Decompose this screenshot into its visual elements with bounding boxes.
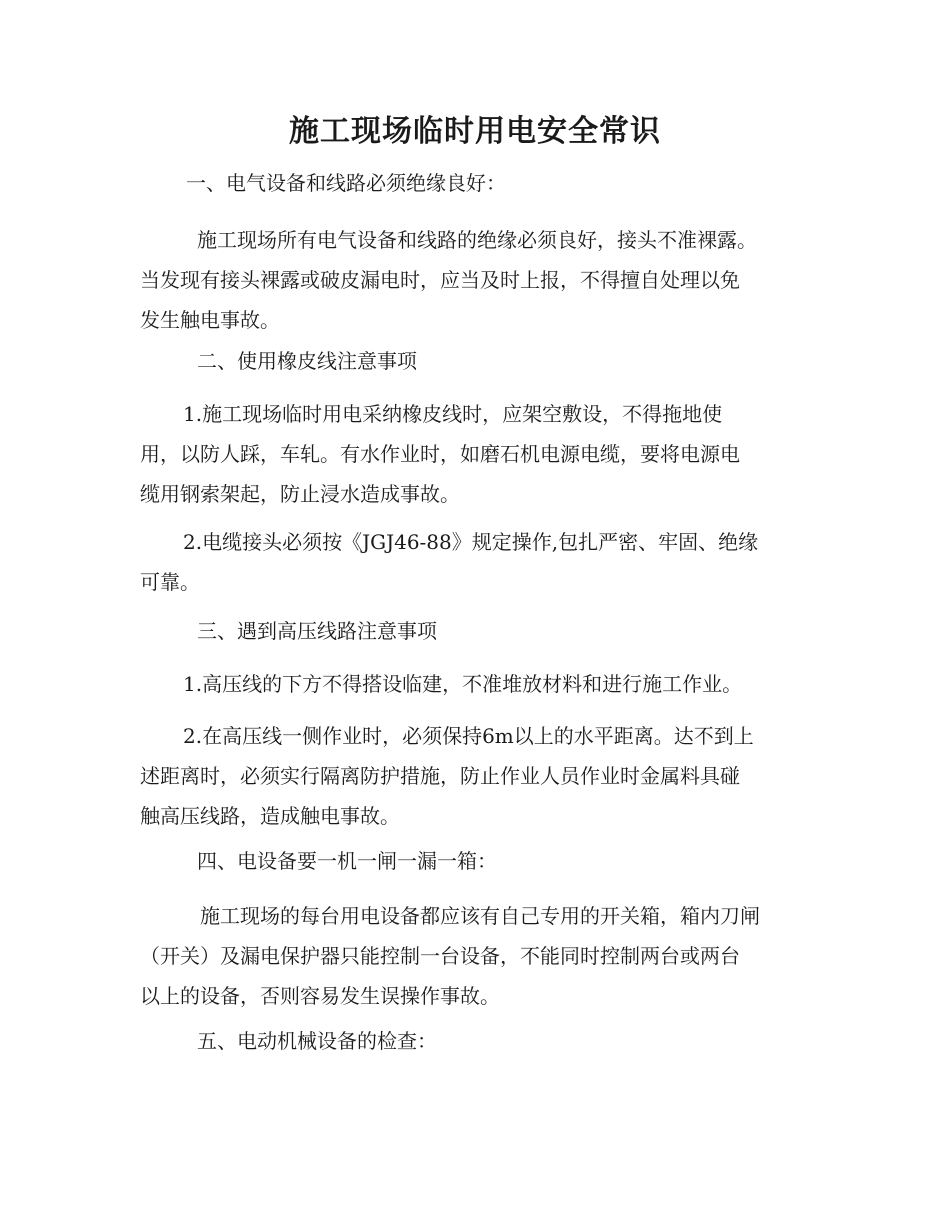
paragraph-line: 2.电缆接头必须按《JGJ46-88》规定操作,包扎严密、牢固、绝缘: [183, 530, 759, 554]
section-3-item-1: [140, 664, 820, 704]
section-1-paragraph: [140, 220, 820, 340]
paragraph-line: 2.在高压线一侧作业时，必须保持6m以上的水平距离。达不到上: [183, 724, 754, 748]
paragraph-line: 当发现有接头裸露或破皮漏电时，应当及时上报，不得擅自处理以免: [140, 268, 740, 292]
section-2-item-1: [140, 394, 820, 514]
section-3-item-2: [140, 716, 820, 836]
paragraph-line: 1.施工现场临时用电采纳橡皮线时，应架空敷设，不得拖地使: [183, 402, 723, 426]
paragraph-line: 以上的设备，否则容易发生误操作事故。: [140, 984, 500, 1008]
paragraph-line: 述距离时，必须实行隔离防护措施，防止作业人员作业时金属料具碰: [140, 764, 740, 788]
paragraph-line: 触高压线路，造成触电事故。: [140, 804, 400, 828]
section-5-heading: 五、电动机械设备的检查：: [197, 1029, 437, 1053]
page-title: 施工现场临时用电安全常识: [289, 114, 661, 149]
section-4-paragraph: [140, 896, 820, 1016]
section-2-item-2: [140, 522, 820, 602]
paragraph-line: 用，以防人踩，车轧。有水作业时，如磨石机电源电缆，要将电源电: [140, 442, 740, 466]
paragraph-line: （开关）及漏电保护器只能控制一台设备，不能同时控制两台或两台: [140, 944, 740, 968]
paragraph-line: 发生触电事故。: [140, 308, 280, 332]
paragraph-line: 1.高压线的下方不得搭设临建，不准堆放材料和进行施工作业。: [183, 672, 743, 696]
section-4-heading: 四、电设备要一机一闸一漏一箱：: [197, 849, 497, 873]
section-1-heading: 一、电气设备和线路必须绝缘良好：: [186, 171, 506, 195]
paragraph-line: 施工现场的每台用电设备都应该有自己专用的开关箱，箱内刀闸: [200, 904, 760, 928]
paragraph-line: 可靠。: [140, 570, 200, 594]
section-2-heading: 二、使用橡皮线注意事项: [197, 349, 417, 373]
paragraph-line: 施工现场所有电气设备和线路的绝缘必须良好，接头不准裸露。: [197, 228, 757, 252]
section-3-heading: 三、遇到高压线路注意事项: [197, 619, 437, 643]
paragraph-line: 缆用钢索架起，防止浸水造成事故。: [140, 482, 460, 506]
